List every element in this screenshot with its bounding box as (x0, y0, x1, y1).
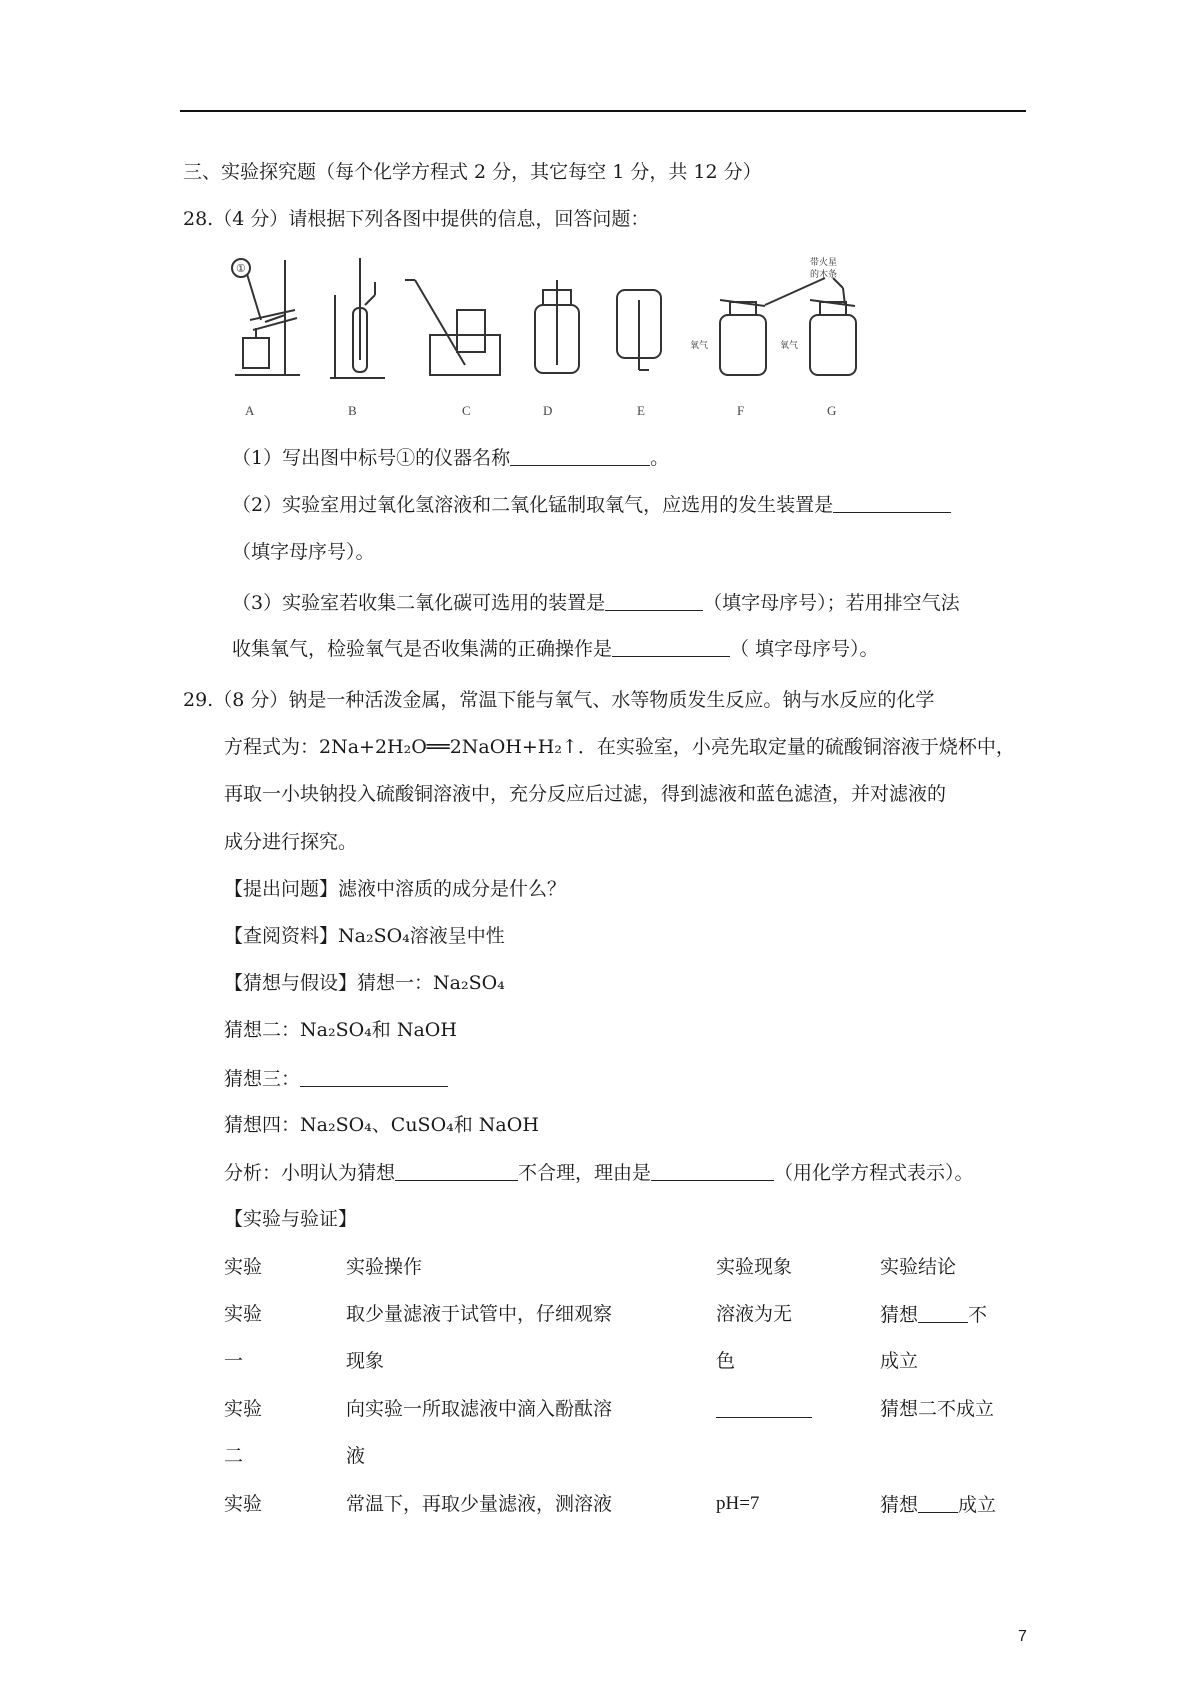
label-e: E (637, 403, 645, 418)
th-operation: 实验操作 (346, 1256, 423, 1278)
th-phenomenon: 实验现象 (716, 1256, 793, 1278)
row2-op: 向实验一所取滤液中滴入酚酞溶 (346, 1398, 613, 1420)
row1-concl: 猜想 不 (880, 1304, 988, 1326)
answer-blank[interactable] (651, 1160, 774, 1181)
apparatus-a (232, 259, 300, 375)
q28-p1: （1）写出图中标号①的仪器名称 。 (232, 447, 670, 469)
q29-guess-3: 猜想三： (224, 1066, 448, 1091)
header-rule (180, 110, 1026, 112)
g-gas-label: 氧气 (780, 340, 799, 350)
label-a: A (245, 403, 255, 418)
q29-guess-4: 猜想四：Na₂SO₄、CuSO₄和 NaOH (224, 1114, 539, 1136)
q28-stem: 28.（4 分）请根据下列各图中提供的信息，回答问题： (183, 208, 650, 230)
label-c: C (462, 403, 471, 418)
q29-ask: 【提出问题】滤液中溶质的成分是什么？ (224, 878, 567, 900)
answer-blank[interactable] (833, 492, 951, 513)
splint-label-1: 带火星 (810, 257, 838, 267)
page-number: 7 (1018, 1628, 1027, 1645)
q29-guess-2: 猜想二：Na₂SO₄和 NaOH (224, 1019, 457, 1041)
q29-line-1: 29.（8 分）钠是一种活泼金属，常温下能与氧气、水等物质发生反应。钠与水反应的化学 (183, 689, 935, 711)
row3-exp: 实验 (224, 1493, 263, 1515)
marker-1: ① (236, 263, 246, 275)
th-experiment: 实验 (224, 1256, 263, 1278)
label-g: G (827, 403, 837, 418)
answer-blank[interactable] (716, 1397, 812, 1418)
answer-blank[interactable] (510, 445, 650, 466)
q29-reference: 【查阅资料】Na₂SO₄溶液呈中性 (224, 925, 505, 947)
answer-blank[interactable] (395, 1160, 518, 1181)
answer-blank[interactable] (918, 1302, 968, 1323)
row2-phen (716, 1397, 812, 1422)
section-title: 三、实验探究题（每个化学方程式 2 分，其它每空 1 分，共 12 分） (183, 161, 762, 183)
q28-p3: （3）实验室若收集二氧化碳可选用的装置是 （填字母序号）；若用排空气法 (232, 592, 960, 614)
row3-concl: 猜想 成立 (880, 1494, 997, 1516)
label-d: D (543, 403, 553, 418)
row1-phen-cont: 色 (716, 1350, 736, 1372)
answer-blank[interactable] (300, 1066, 448, 1087)
row1-exp: 实验 (224, 1303, 263, 1325)
q29-guess-1: 【猜想与假设】猜想一：Na₂SO₄ (224, 972, 505, 994)
q29-line-2: 方程式为：2Na+2H₂O══2NaOH+H₂↑．在实验室，小亮先取定量的硫酸铜溶液于烧杯中， (224, 736, 1015, 758)
q29-line-3: 再取一小块钠投入硫酸铜溶液中，充分反应后过滤，得到滤液和蓝色滤渣，并对滤液的 (224, 783, 947, 805)
q28-p3-cont: 收集氧气，检验氧气是否收集满的正确操作是 （ 填字母序号）。 (232, 638, 879, 660)
f-gas-label: 氧气 (690, 340, 709, 350)
row2-exp-cont: 二 (224, 1445, 244, 1467)
answer-blank[interactable] (612, 636, 730, 657)
apparatus-c (405, 280, 500, 375)
q28-p2-cont: （填字母序号）。 (232, 541, 375, 563)
q28-p2: （2）实验室用过氧化氢溶液和二氧化锰制取氧气，应选用的发生装置是 (232, 492, 951, 517)
row1-op: 取少量滤液于试管中，仔细观察 (346, 1303, 613, 1325)
answer-blank[interactable] (918, 1492, 958, 1513)
row2-concl: 猜想二不成立 (880, 1398, 995, 1420)
answer-blank[interactable] (605, 590, 703, 611)
label-f: F (737, 403, 745, 418)
row3-phen: pH=7 (716, 1493, 760, 1514)
apparatus-b (330, 258, 385, 378)
row1-exp-cont: 一 (224, 1350, 244, 1372)
th-conclusion: 实验结论 (880, 1256, 957, 1278)
splint-label-2: 的木条 (810, 269, 838, 279)
row1-phen: 溶液为无 (716, 1303, 793, 1325)
q29-line-4: 成分进行探究。 (224, 831, 358, 853)
q29-analysis: 分析：小明认为猜想 不合理，理由是 （用化学方程式表示）。 (224, 1162, 974, 1184)
apparatus-figure (225, 250, 925, 425)
row1-op-cont: 现象 (346, 1350, 385, 1372)
q29-verify-heading: 【实验与验证】 (224, 1208, 358, 1230)
apparatus-e (617, 290, 661, 370)
row1-concl-cont: 成立 (880, 1350, 919, 1372)
apparatus-d (535, 280, 579, 373)
row3-op: 常温下，再取少量滤液，测溶液 (346, 1493, 613, 1515)
row2-exp: 实验 (224, 1398, 263, 1420)
label-b: B (348, 403, 357, 418)
row2-op-cont: 液 (346, 1445, 366, 1467)
apparatus-g (810, 278, 856, 375)
